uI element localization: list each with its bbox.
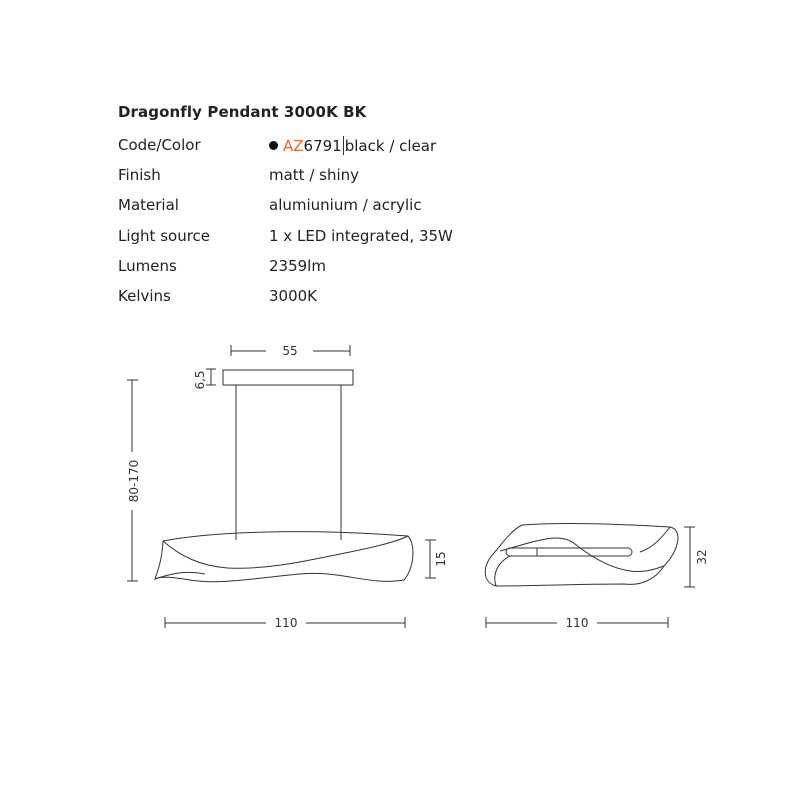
spec-value-lumens: 2359lm	[269, 257, 326, 275]
dimension-canopy-height	[206, 369, 216, 385]
front-view-drawing	[155, 370, 413, 582]
spec-label-kelvins: Kelvins	[118, 287, 171, 305]
product-code-prefix: AZ	[283, 137, 304, 155]
label-side-height: 32	[695, 549, 709, 565]
label-canopy-height: 6,5	[193, 370, 207, 390]
front-shade-fold	[163, 536, 408, 568]
side-shade-fold-2	[495, 556, 510, 586]
spec-label-lumens: Lumens	[118, 257, 177, 275]
led-light-bar	[506, 548, 632, 556]
dimension-side-height	[684, 527, 695, 587]
spec-label-material: Material	[118, 196, 179, 214]
spec-value-kelvins: 3000K	[269, 287, 318, 305]
spec-label-code-color: Code/Color	[118, 136, 201, 154]
spec-value-material: alumiunium / acrylic	[269, 196, 422, 214]
spec-label-light-source: Light source	[118, 227, 211, 245]
spec-value-light-source: 1 x LED integrated, 35W	[269, 227, 453, 245]
front-shade	[155, 532, 413, 582]
spec-label-finish: Finish	[118, 166, 161, 184]
label-side-width: 110	[565, 616, 589, 630]
product-code-number: 6791	[303, 137, 342, 155]
canopy	[223, 370, 353, 385]
side-view-drawing	[485, 524, 678, 586]
spec-value-finish: matt / shiny	[269, 166, 360, 184]
side-shade-fold	[500, 538, 664, 572]
label-front-width: 110	[274, 616, 298, 630]
label-suspension-length: 80-170	[127, 459, 141, 503]
label-canopy-width: 55	[282, 344, 298, 358]
label-shade-height: 15	[434, 551, 448, 567]
side-shade-fold-3	[640, 527, 670, 552]
product-color: black / clear	[344, 137, 437, 155]
product-title: Dragonfly Pendant 3000K BK	[118, 103, 367, 121]
side-shade-outer	[485, 524, 678, 586]
